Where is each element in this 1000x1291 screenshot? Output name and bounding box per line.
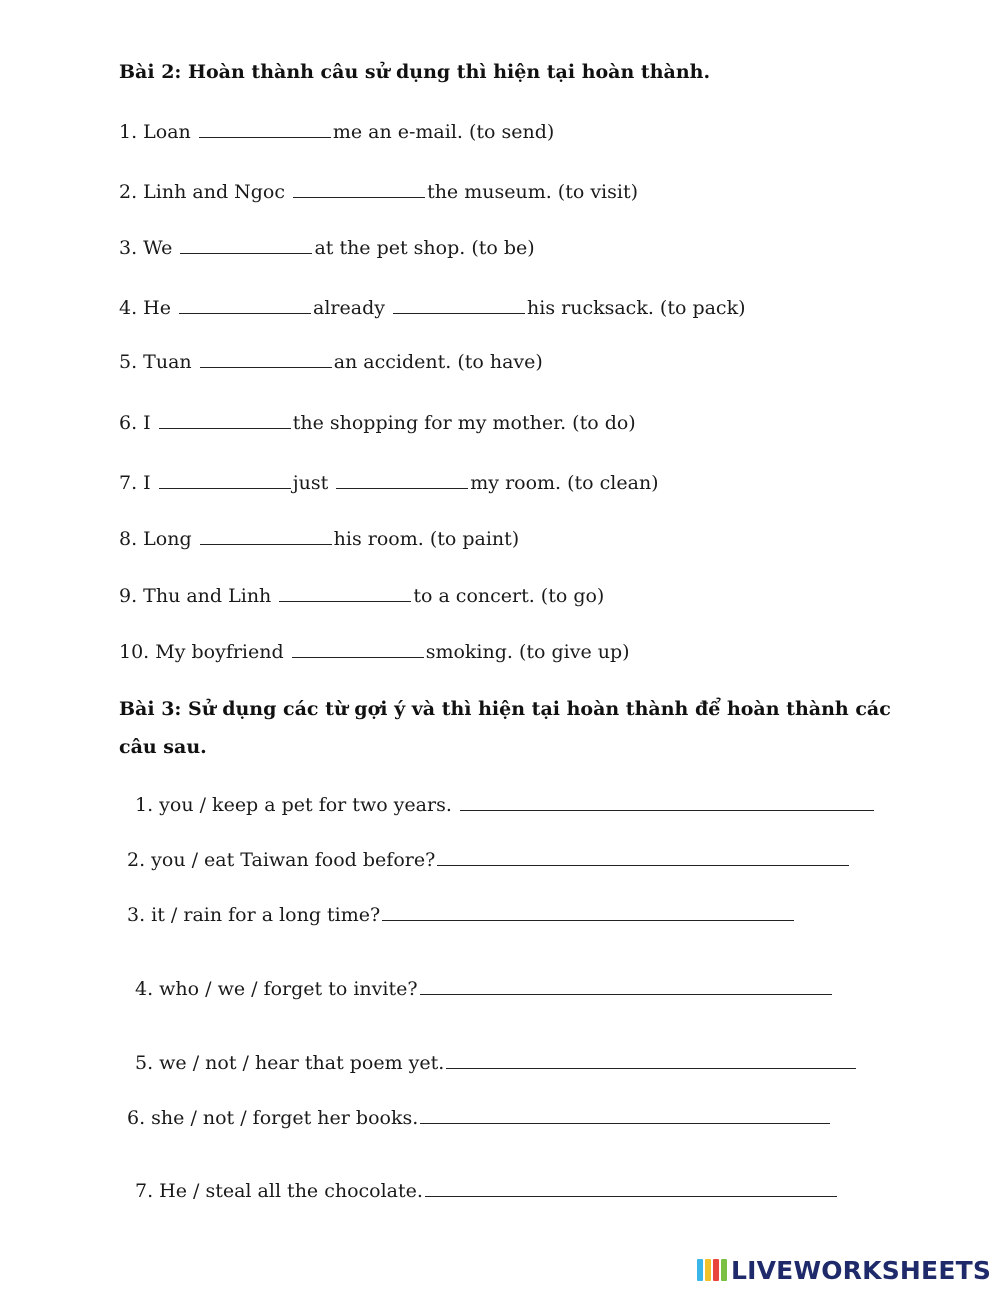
exercise-2-title: Bài 2: Hoàn thành câu sử dụng thì hiện tại hoàn thành. — [119, 61, 711, 83]
item-prefix: 1. Loan — [119, 121, 197, 143]
item-prompt: 4. who / we / forget to invite? — [135, 978, 418, 1000]
item-prompt: 1. you / keep a pet for two years. — [135, 794, 458, 816]
answer-blank[interactable] — [437, 849, 849, 866]
exercise-2-item-7 — [119, 472, 659, 494]
answer-blank[interactable] — [425, 1180, 837, 1197]
exercise-3-item-3 — [127, 904, 796, 926]
exercise-2-item-9 — [119, 585, 604, 607]
item-prefix: 7. I — [119, 472, 157, 494]
exercise-3-title-line-2: câu sau. — [119, 736, 207, 758]
item-prefix: 10. My boyfriend — [119, 641, 290, 663]
answer-blank[interactable] — [382, 904, 794, 921]
exercise-2-item-10 — [119, 641, 630, 663]
exercise-2-item-2 — [119, 181, 638, 203]
item-suffix: my room. (to clean) — [470, 472, 659, 494]
answer-blank[interactable] — [420, 978, 832, 995]
item-middle: already — [313, 297, 392, 319]
exercise-2-item-1 — [119, 121, 554, 143]
exercise-3-item-1 — [135, 794, 876, 816]
item-prefix: 4. He — [119, 297, 178, 319]
logo-text: LIVEWORKSHEETS — [731, 1255, 992, 1285]
answer-blank[interactable] — [179, 297, 311, 314]
item-prefix: 6. I — [119, 412, 157, 434]
item-suffix: me an e-mail. (to send) — [332, 121, 555, 143]
answer-blank[interactable] — [200, 351, 332, 368]
item-prefix: 9. Thu and Linh — [119, 585, 278, 607]
exercise-2-item-6 — [119, 412, 636, 434]
item-suffix: the museum. (to visit) — [427, 181, 639, 203]
answer-blank[interactable] — [199, 121, 331, 138]
answer-blank[interactable] — [293, 181, 425, 198]
item-prefix: 2. Linh and Ngoc — [119, 181, 292, 203]
exercise-2-item-8 — [119, 528, 519, 550]
exercise-2-item-3 — [119, 237, 535, 259]
item-prompt: 2. you / eat Taiwan food before? — [127, 849, 436, 871]
item-prefix: 3. We — [119, 237, 179, 259]
item-suffix: his rucksack. (to pack) — [527, 297, 746, 319]
answer-blank[interactable] — [336, 472, 468, 489]
exercise-2-item-5 — [119, 351, 543, 373]
item-prefix: 5. Tuan — [119, 351, 198, 373]
item-suffix: an accident. (to have) — [333, 351, 543, 373]
item-suffix: his room. (to paint) — [333, 528, 520, 550]
item-suffix: to a concert. (to go) — [413, 585, 605, 607]
answer-blank[interactable] — [180, 237, 312, 254]
exercise-2-item-4 — [119, 297, 746, 319]
item-prompt: 6. she / not / forget her books. — [127, 1107, 419, 1129]
item-suffix: at the pet shop. (to be) — [314, 237, 535, 259]
answer-blank[interactable] — [159, 412, 291, 429]
answer-blank[interactable] — [420, 1107, 830, 1124]
exercise-3-item-5 — [135, 1052, 858, 1074]
exercise-3-item-6 — [127, 1107, 832, 1129]
item-prompt: 7. He / steal all the chocolate. — [135, 1180, 423, 1202]
answer-blank[interactable] — [200, 528, 332, 545]
answer-blank[interactable] — [460, 794, 874, 811]
item-prompt: 5. we / not / hear that poem yet. — [135, 1052, 445, 1074]
answer-blank[interactable] — [446, 1052, 856, 1069]
item-suffix: smoking. (to give up) — [425, 641, 630, 663]
answer-blank[interactable] — [159, 472, 291, 489]
exercise-3-title-line-1: Bài 3: Sử dụng các từ gợi ý và thì hiện tại hoàn thành để hoàn thành các — [119, 698, 891, 720]
answer-blank[interactable] — [393, 297, 525, 314]
liveworksheets-logo — [697, 1256, 991, 1284]
item-prompt: 3. it / rain for a long time? — [127, 904, 381, 926]
exercise-3-item-2 — [127, 849, 851, 871]
exercise-3-item-4 — [135, 978, 834, 1000]
exercise-3-item-7 — [135, 1180, 839, 1202]
answer-blank[interactable] — [292, 641, 424, 658]
liveworksheets-logo-icon — [697, 1259, 727, 1281]
answer-blank[interactable] — [279, 585, 411, 602]
item-middle: just — [292, 472, 335, 494]
item-suffix: the shopping for my mother. (to do) — [292, 412, 636, 434]
item-prefix: 8. Long — [119, 528, 198, 550]
